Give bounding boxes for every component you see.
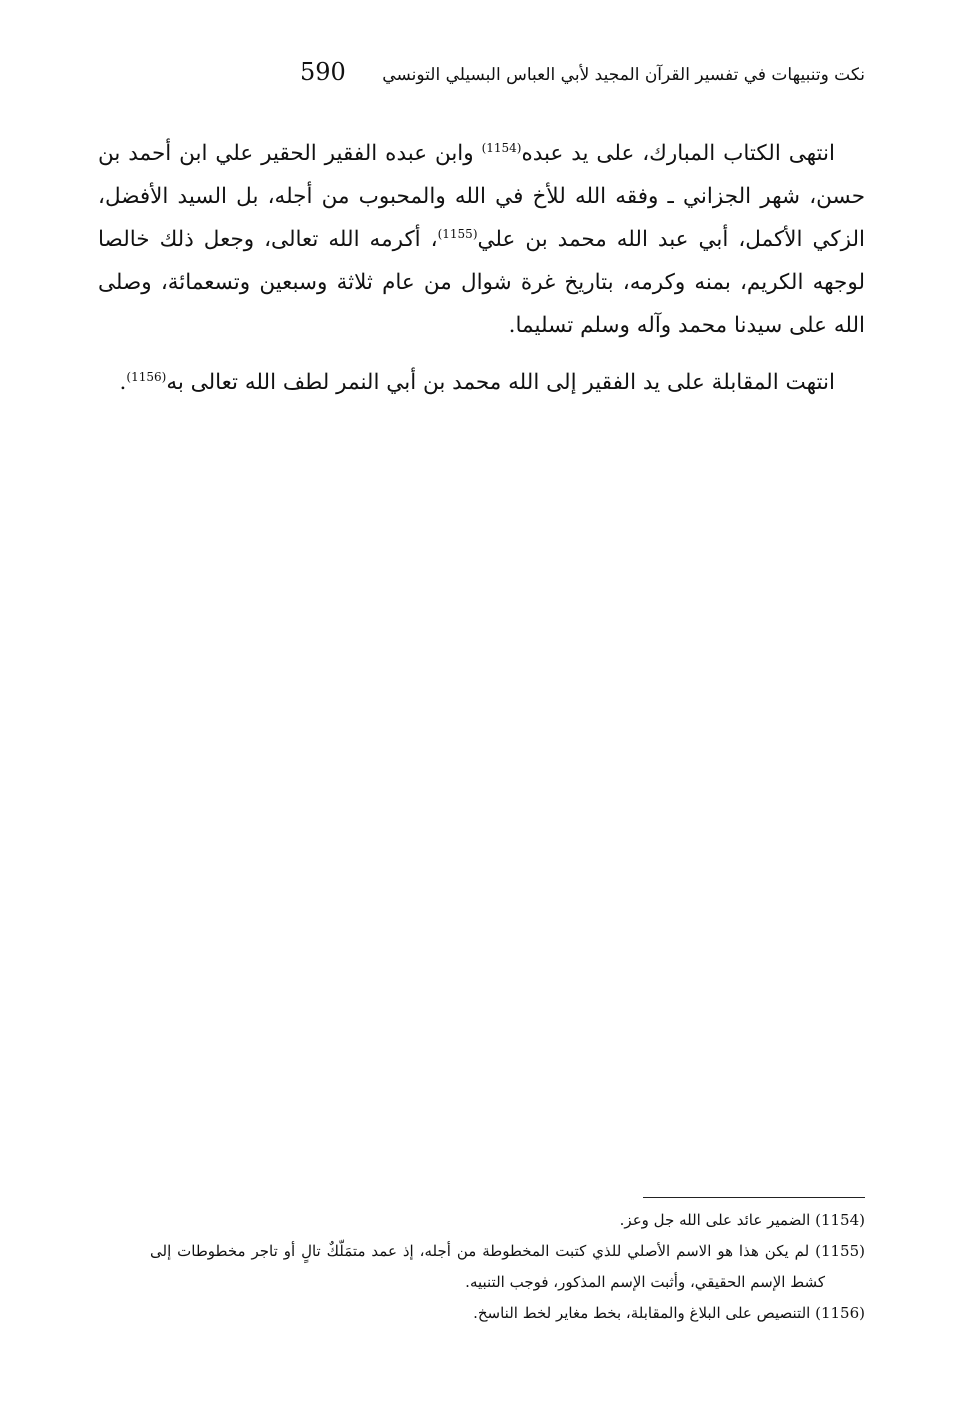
main-text: [98, 132, 865, 404]
footnote-text: الضمير عائد على الله جل وعز.: [619, 1211, 811, 1229]
footnotes: [150, 1205, 865, 1329]
footnote-number: (1154): [815, 1211, 865, 1229]
paragraph-colophon: [98, 132, 865, 347]
footnote-text: لم يكن هذا هو الاسم الأصلي للذي كتبت المخطوطة من أجله، إذ عمد متمَلّكٌ تالٍ أو تاجر مخطوطات إلى كشط الإسم الحقيقي، وأثبت الإسم المذكور، فوجب التنبيه.: [150, 1242, 825, 1291]
text-segment: انتهى الكتاب المبارك، على يد عبده: [521, 141, 835, 166]
footnote-1155: [150, 1236, 865, 1298]
running-title: نكت وتنبيهات في تفسير القرآن المجيد لأبي العباس البسيلي التونسي: [382, 65, 865, 85]
text-segment: وابن عبده الفقير الحقير علي ابن أحمد بن حسن، شهر الجزاني ـ وفقه الله للأخ في الله والمحبوب من أجله، بل السيد الأفضل، الزكي الأكمل، أبي عبد الله محمد بن علي: [98, 141, 865, 252]
footnote-number: (1155): [815, 1242, 865, 1260]
text-segment: انتهت المقابلة على يد الفقير إلى الله محمد بن أبي النمر لطف الله تعالى به: [166, 370, 835, 395]
footnote-1154: [150, 1205, 865, 1236]
page-number: 590: [300, 58, 346, 86]
page-header: [300, 58, 865, 98]
footnote-ref-1155: (1155): [437, 226, 478, 241]
text-segment: .: [119, 370, 127, 395]
paragraph-collation: [98, 361, 865, 404]
footnote-divider: [643, 1197, 865, 1198]
footnote-number: (1156): [815, 1304, 865, 1322]
footnote-ref-1154: (1154): [481, 140, 522, 155]
footnote-text: التنصيص على البلاغ والمقابلة، بخط مغاير لخط الناسخ.: [473, 1304, 811, 1322]
text-segment: ، أكرمه الله تعالى، وجعل ذلك خالصا لوجهه الكريم، بمنه وكرمه، بتاريخ غرة شوال من عام ثلاثة وسبعين وتسعمائة، وصلى الله على سيدنا محمد وآله وسلم تسليما.: [98, 227, 865, 338]
footnote-1156: [150, 1298, 865, 1329]
footnote-ref-1156: (1156): [126, 369, 167, 384]
